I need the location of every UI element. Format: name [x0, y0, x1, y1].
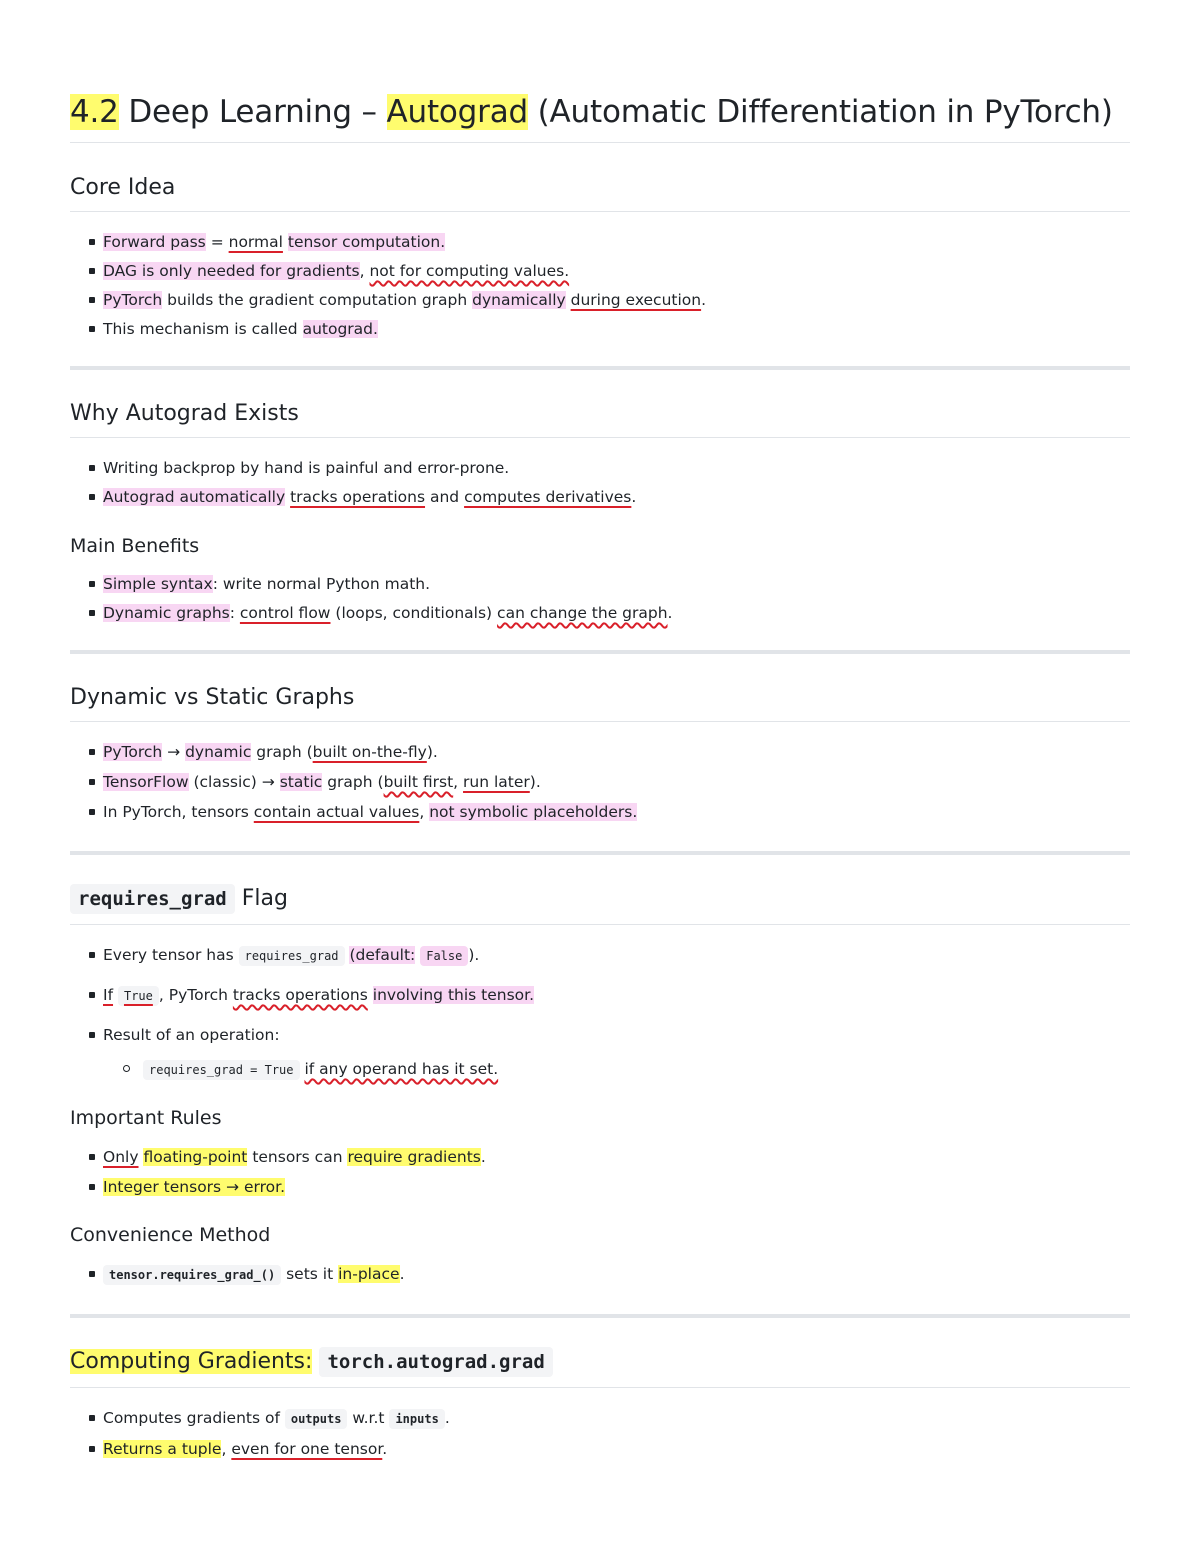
requires-grad-sublist [103, 1058, 1130, 1081]
list-item: Integer tensors → error. [103, 1176, 1130, 1198]
list-item: Result of an operation: requires_grad = True if any operand has it set. [103, 1024, 1130, 1081]
title-number: 4.2 [70, 94, 119, 130]
section-divider [70, 1314, 1130, 1318]
important-rules-list [70, 1146, 1130, 1198]
list-item: Every tensor has requires_grad (default: False ). [103, 944, 1130, 967]
main-benefits-heading: Main Benefits [70, 535, 200, 557]
list-item: PyTorch → dynamic graph (built on-the-fly). [103, 741, 1130, 763]
title-rest: (Automatic Differentiation in PyTorch) [537, 94, 1113, 130]
dynamic-static-heading: Dynamic vs Static Graphs [70, 681, 1130, 722]
main-benefits-list [70, 573, 1130, 624]
section-divider [70, 366, 1130, 370]
list-item: tensor.requires_grad_() sets it in-place. [103, 1263, 1130, 1286]
core-idea-list [70, 231, 1130, 340]
list-item: Simple syntax: write normal Python math. [103, 573, 1130, 595]
list-item: In PyTorch, tensors contain actual values, not symbolic placeholders. [103, 801, 1130, 823]
list-item: Writing backprop by hand is painful and error-prone. [103, 457, 1130, 479]
list-item: requires_grad = True if any operand has it set. [143, 1058, 1130, 1081]
requires-grad-list [70, 944, 1130, 1081]
convenience-method-heading: Convenience Method [70, 1224, 271, 1246]
list-item: Only floating-point tensors can require gradients. [103, 1146, 1130, 1168]
section-divider [70, 650, 1130, 654]
requires-grad-heading: requires_grad Flag [70, 880, 1130, 925]
list-item: Computes gradients of outputs w.r.t inputs . [103, 1407, 1130, 1430]
list-item: PyTorch builds the gradient computation graph dynamically during execution. [103, 289, 1130, 311]
list-item: TensorFlow (classic) → static graph (built first, run later). [103, 771, 1130, 793]
important-rules-heading: Important Rules [70, 1107, 222, 1129]
core-idea-heading: Core Idea [70, 171, 1130, 212]
why-autograd-list [70, 457, 1130, 508]
requires-grad-code: requires_grad [70, 884, 235, 914]
list-item: Returns a tuple, even for one tensor. [103, 1438, 1130, 1460]
title-prefix: Deep Learning – [128, 94, 377, 130]
computing-gradients-list [70, 1407, 1130, 1460]
dynamic-static-list [70, 741, 1130, 823]
list-item: This mechanism is called autograd. [103, 318, 1130, 340]
title-keyword: Autograd [386, 94, 528, 130]
list-item: Dynamic graphs: control flow (loops, conditionals) can change the graph. [103, 602, 1130, 624]
autograd-grad-code: torch.autograd.grad [319, 1347, 552, 1377]
convenience-method-list [70, 1263, 1130, 1286]
computing-gradients-heading: Computing Gradients: torch.autograd.grad [70, 1343, 1130, 1388]
list-item: DAG is only needed for gradients, not for computing values. [103, 260, 1130, 282]
why-autograd-heading: Why Autograd Exists [70, 397, 1130, 438]
list-item: Autograd automatically tracks operations and computes derivatives. [103, 486, 1130, 508]
section-divider [70, 851, 1130, 855]
page-title [70, 90, 1130, 143]
list-item: If True , PyTorch tracks operations involving this tensor. [103, 984, 1130, 1007]
list-item: Forward pass = normal tensor computation. [103, 231, 1130, 253]
document-page [70, 90, 1130, 1460]
